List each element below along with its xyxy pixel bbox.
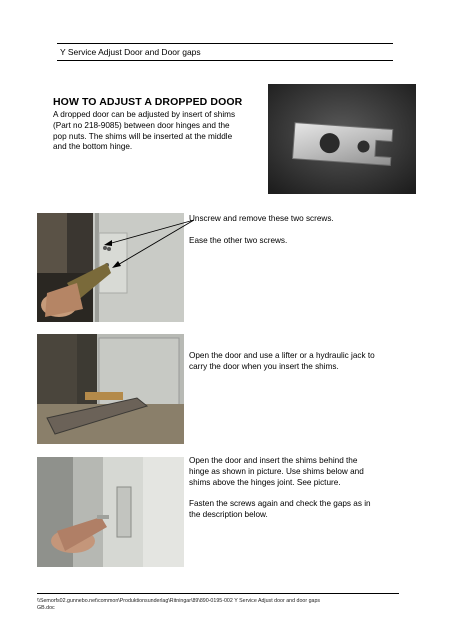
callout-arrows bbox=[90, 214, 200, 274]
section-heading: HOW TO ADJUST A DROPPED DOOR bbox=[53, 96, 243, 108]
text-line: hinge as shown in picture. Use shims below and bbox=[189, 466, 364, 476]
text-line: Ease the other two screws. bbox=[189, 235, 288, 245]
text-line: the description below. bbox=[189, 510, 268, 520]
text-line: shims above the hinges joint. See picture. bbox=[189, 477, 341, 487]
text-line: Open the door and insert the shims behind the bbox=[189, 456, 358, 465]
header-bottom-rule bbox=[57, 60, 393, 61]
footer-path bbox=[37, 598, 399, 612]
step-1-text bbox=[189, 214, 409, 247]
step-paragraph bbox=[189, 236, 409, 247]
step-paragraph bbox=[189, 499, 411, 521]
intro-line: A dropped door can be adjusted by insert of shims bbox=[53, 110, 236, 119]
intro-line: and the bottom hinge. bbox=[53, 142, 133, 152]
header-top-rule bbox=[57, 43, 393, 44]
intro-line: pop nuts. The shims will be inserted at the middle bbox=[53, 131, 233, 141]
shim-photo bbox=[268, 84, 416, 194]
shims-insert-photo bbox=[37, 457, 184, 567]
step-paragraph bbox=[189, 456, 411, 488]
text-line: Fasten the screws again and check the gaps as in bbox=[189, 499, 371, 509]
footer-rule bbox=[37, 593, 399, 594]
intro-line: (Part no 218-9085) between door hinges and the bbox=[53, 120, 230, 130]
footer-line: GB.doc bbox=[37, 605, 55, 611]
footer-line: \\Semorfs02.gunnebo.net\common\Produktionsunderlag\Ritningar\89\890-0195-002 Y Service Adjust door and door gaps bbox=[37, 598, 321, 604]
header-title: Y Service Adjust Door and Door gaps bbox=[60, 47, 201, 57]
step-2-text bbox=[189, 351, 409, 373]
text-line: carry the door when you insert the shims. bbox=[189, 361, 339, 371]
step-paragraph bbox=[189, 214, 409, 225]
intro-text bbox=[53, 110, 268, 153]
lifter-photo bbox=[37, 334, 184, 444]
step-3-text bbox=[189, 456, 411, 521]
step-paragraph bbox=[189, 351, 409, 373]
text-line: Unscrew and remove these two screws. bbox=[189, 214, 334, 223]
text-line: Open the door and use a lifter or a hydraulic jack to bbox=[189, 351, 375, 360]
